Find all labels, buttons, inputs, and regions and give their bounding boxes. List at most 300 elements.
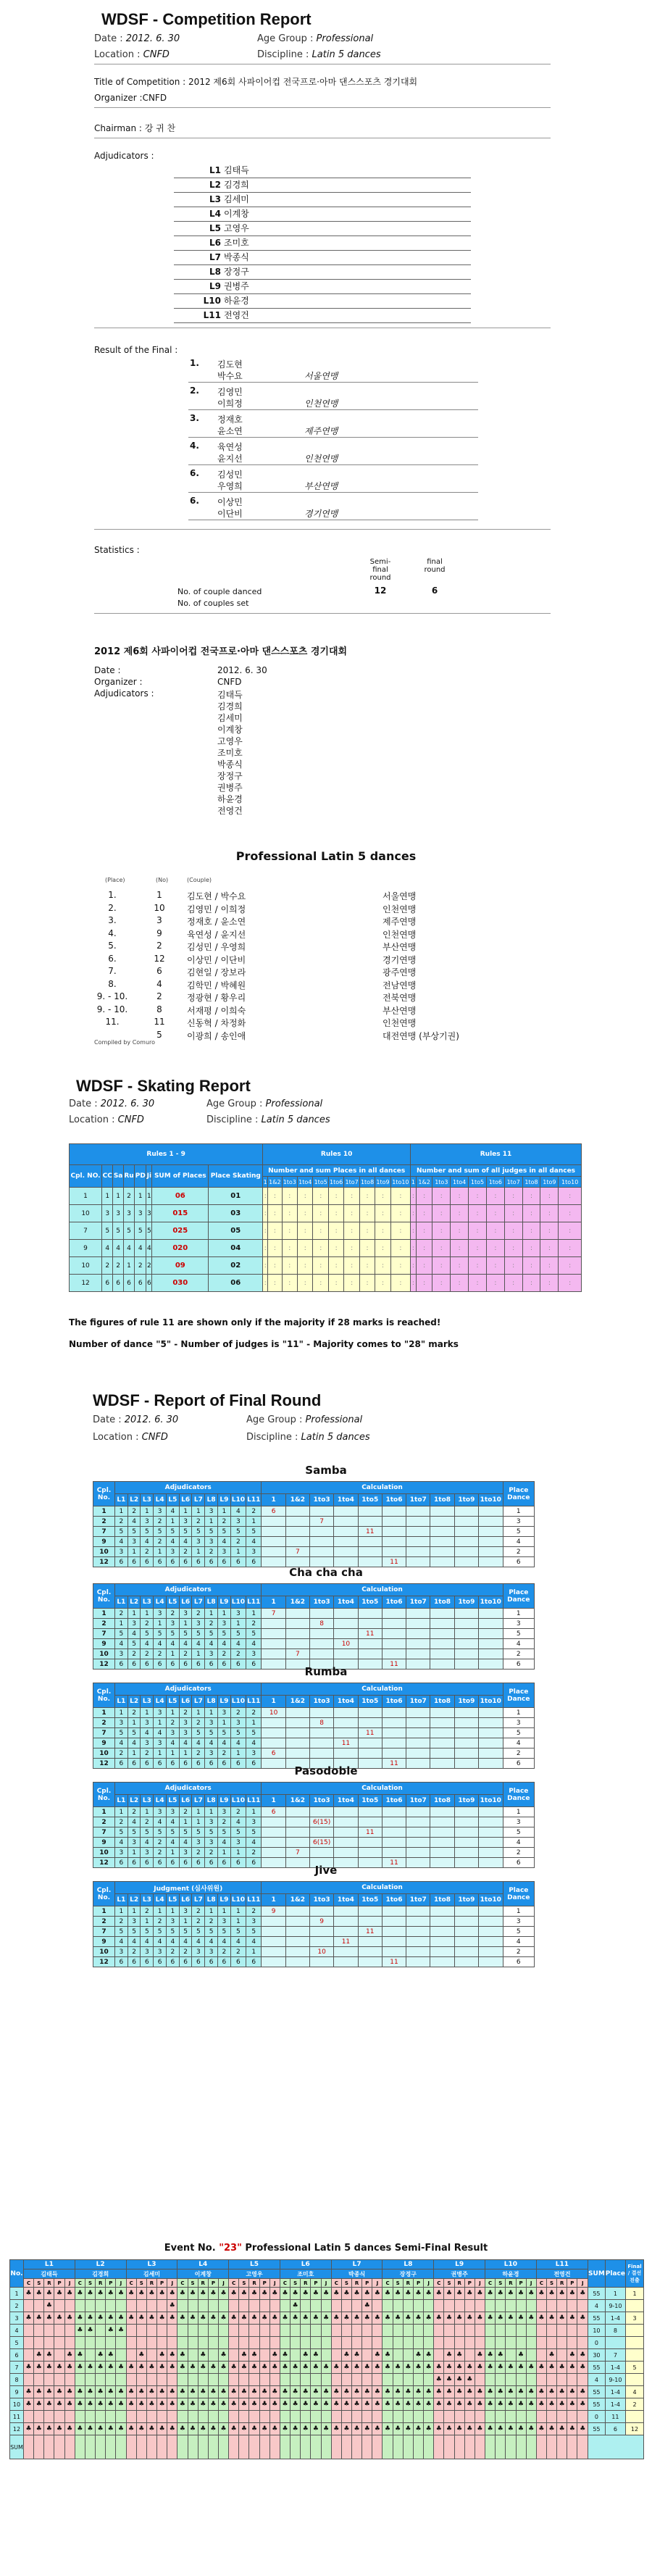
cross-mark-icon: ♣ — [167, 2398, 177, 2411]
calc-value — [358, 1708, 382, 1718]
calc-value: 11 — [358, 1827, 382, 1838]
empty-mark — [464, 2325, 475, 2337]
judge-mark: 3 — [192, 1838, 205, 1848]
calc-value — [310, 1927, 334, 1937]
rule11-cell: : — [559, 1257, 582, 1275]
judge-mark: 6 — [114, 1659, 128, 1670]
place-skating: 06 — [209, 1275, 263, 1292]
calc-value — [285, 1906, 309, 1917]
judge-mark: 2 — [154, 1649, 167, 1659]
semi-final-table — [9, 2259, 644, 2459]
cross-mark-icon: ♣ — [321, 2362, 331, 2374]
judge-mark: 2 — [141, 1649, 154, 1659]
judge-mark: 3 — [154, 1609, 167, 1619]
place-dance: 2 — [503, 1947, 534, 1957]
adjudicator-name: 조미호 — [224, 238, 249, 248]
calc-value — [406, 1537, 430, 1547]
cross-mark-icon: ♣ — [24, 2288, 34, 2300]
empty-mark — [383, 2300, 393, 2312]
calc-value — [430, 1506, 454, 1517]
rule11-cell: : — [451, 1257, 469, 1275]
rule10-cell: : — [375, 1188, 390, 1205]
cross-mark-icon: ♣ — [54, 2386, 64, 2398]
empty-mark — [229, 2349, 239, 2362]
judge-mark: 3 — [205, 1718, 218, 1728]
rule11-cell: : — [559, 1222, 582, 1240]
summary-couple: 정재호 / 윤소연 — [187, 917, 246, 927]
semi-place: 1 — [605, 2288, 625, 2300]
calc-value — [430, 1947, 454, 1957]
summary-adjudicator: 전영건 — [217, 806, 243, 816]
cross-mark-icon: ♣ — [157, 2312, 167, 2325]
semi-dance-letter: S — [34, 2279, 44, 2288]
dance-title: Samba — [305, 1464, 347, 1477]
empty-mark — [526, 2337, 536, 2349]
judge-mark: 3 — [205, 1947, 218, 1957]
dance-header-row — [93, 1584, 535, 1596]
calc-value — [285, 1838, 309, 1848]
empty-mark — [269, 2325, 280, 2337]
cross-mark-icon: ♣ — [413, 2386, 423, 2398]
stats-final-danced: 6 — [431, 585, 438, 596]
judge-mark: 6 — [128, 1858, 141, 1868]
calc-col-header: 1to4 — [334, 1894, 358, 1906]
dance-title: Cha cha cha — [289, 1566, 363, 1579]
summary-adjudicator: 고영우 — [217, 736, 243, 746]
judge-header: L6 — [179, 1696, 192, 1708]
calc-value — [406, 1629, 430, 1639]
empty-mark — [403, 2300, 413, 2312]
empty-mark — [393, 2300, 403, 2312]
summary-date: 2012. 6. 30 — [217, 665, 267, 675]
judge-mark: 2 — [141, 1906, 154, 1917]
fr-date-label: Date : — [93, 1414, 122, 1425]
judge-mark: 2 — [154, 1917, 167, 1927]
cross-mark-icon: ♣ — [393, 2423, 403, 2435]
empty-mark — [136, 2300, 146, 2312]
summary-club: 인천연맹 — [383, 1018, 417, 1028]
cross-mark-icon: ♣ — [146, 2423, 156, 2435]
fr-date: 2012. 6. 30 — [124, 1414, 179, 1425]
empty-mark — [567, 2325, 577, 2337]
calc-value — [430, 1527, 454, 1537]
calc-value — [310, 1807, 334, 1817]
judge-header: L3 — [141, 1894, 154, 1906]
calc-value — [478, 1506, 503, 1517]
result-club: 인천연맹 — [304, 399, 338, 409]
judge-mark: 2 — [154, 1517, 167, 1527]
semi-couple-no: 5 — [10, 2337, 24, 2349]
rule10-cell: : — [359, 1188, 375, 1205]
judge-mark: 2 — [179, 1649, 192, 1659]
adjudicator-name: 김세미 — [224, 194, 249, 204]
couple-no: 1 — [93, 1807, 115, 1817]
rule11-cell: : — [486, 1257, 504, 1275]
calc-value — [478, 1927, 503, 1937]
rule10-cell: : — [268, 1257, 282, 1275]
cross-mark-icon: ♣ — [188, 2386, 198, 2398]
cross-mark-icon: ♣ — [526, 2423, 536, 2435]
semi-sum-cell — [259, 2435, 269, 2459]
calc-col-header: 1to10 — [390, 1177, 410, 1188]
result-male: 김도현 — [217, 359, 243, 370]
semi-dance-letter: S — [496, 2279, 506, 2288]
empty-mark — [188, 2349, 198, 2362]
empty-mark — [424, 2325, 434, 2337]
cross-mark-icon: ♣ — [372, 2312, 383, 2325]
semi-sum: 4 — [588, 2374, 606, 2386]
calc-value — [430, 1547, 454, 1557]
calc-value — [334, 1906, 358, 1917]
calc-value — [285, 1629, 309, 1639]
cross-mark-icon: ♣ — [444, 2288, 454, 2300]
rule10-cell: : — [298, 1240, 313, 1257]
cross-mark-icon: ♣ — [229, 2398, 239, 2411]
calc-value — [358, 1748, 382, 1759]
cross-mark-icon: ♣ — [496, 2398, 506, 2411]
summary-couple: 서재평 / 이희숙 — [187, 1005, 246, 1016]
cross-mark-icon: ♣ — [75, 2312, 85, 2325]
calc-value: 10 — [262, 1708, 285, 1718]
judge-header: L1 — [114, 1894, 128, 1906]
cross-mark-icon: ♣ — [167, 2386, 177, 2398]
calc-col-header: 1to9 — [375, 1177, 390, 1188]
dance-place: 2 — [123, 1188, 134, 1205]
calc-value — [334, 1807, 358, 1817]
calc-value — [382, 1807, 406, 1817]
judge-mark: 4 — [192, 1937, 205, 1947]
judge-header: L10 — [230, 1596, 246, 1609]
rule10-cell: : — [344, 1275, 359, 1292]
calc-col-header: 1to6 — [486, 1177, 504, 1188]
cross-mark-icon: ♣ — [577, 2398, 588, 2411]
cross-mark-icon: ♣ — [536, 2288, 546, 2300]
empty-mark — [516, 2337, 526, 2349]
cross-mark-icon: ♣ — [506, 2288, 516, 2300]
cross-mark-icon: ♣ — [218, 2362, 228, 2374]
calc-value — [285, 1957, 309, 1967]
empty-mark — [85, 2411, 95, 2423]
judge-mark: 1 — [114, 1506, 128, 1517]
cross-mark-icon: ♣ — [413, 2349, 423, 2362]
cross-mark-icon: ♣ — [331, 2312, 341, 2325]
sk-discipline-label: Discipline : — [206, 1114, 259, 1125]
rule10-cell: : — [282, 1257, 297, 1275]
judge-mark: 4 — [230, 1817, 246, 1827]
judge-mark: 4 — [166, 1506, 179, 1517]
cross-mark-icon: ♣ — [177, 2349, 188, 2362]
judge-mark: 1 — [192, 1807, 205, 1817]
cross-mark-icon: ♣ — [126, 2423, 136, 2435]
empty-mark — [218, 2325, 228, 2337]
cross-mark-icon: ♣ — [557, 2386, 567, 2398]
summary-couple: 김학민 / 박혜원 — [187, 980, 246, 991]
dance-row — [93, 1537, 535, 1547]
calc-value — [334, 1817, 358, 1827]
sk-age-label: Age Group : — [206, 1099, 263, 1109]
judge-mark: 2 — [205, 1619, 218, 1629]
rule10-cell: : — [344, 1188, 359, 1205]
calc-value — [478, 1937, 503, 1947]
semi-sum: 0 — [588, 2337, 606, 2349]
dance-subheader-row — [93, 1795, 535, 1807]
judge-header: L6 — [179, 1596, 192, 1609]
adjudicator-row — [174, 280, 471, 294]
empty-mark — [96, 2374, 106, 2386]
couple-no: 7 — [70, 1222, 102, 1240]
judge-mark: 6 — [246, 1659, 262, 1670]
judge-mark: 4 — [166, 1639, 179, 1649]
empty-mark — [157, 2325, 167, 2337]
judge-mark: 6 — [128, 1659, 141, 1670]
place-dance-header: Place Dance — [503, 1683, 534, 1708]
judge-mark: 4 — [166, 1738, 179, 1748]
empty-mark — [116, 2300, 126, 2312]
cross-mark-icon: ♣ — [464, 2288, 475, 2300]
skating-col-header: PD — [135, 1165, 146, 1188]
calc-value — [478, 1957, 503, 1967]
semi-dance-letter: R — [249, 2279, 259, 2288]
calc-value — [382, 1728, 406, 1738]
calc-value — [334, 1728, 358, 1738]
adjudicator-code: L4 — [209, 209, 221, 219]
cross-mark-icon: ♣ — [64, 2423, 75, 2435]
rule10-cell: : — [328, 1222, 343, 1240]
calculation-header: Calculation — [262, 1882, 503, 1894]
semi-final-no — [626, 2337, 644, 2349]
semi-sum-cell — [188, 2435, 198, 2459]
empty-mark — [126, 2337, 136, 2349]
cross-mark-icon: ♣ — [331, 2423, 341, 2435]
calculation-header: Calculation — [262, 1584, 503, 1596]
judge-mark: 3 — [205, 1506, 218, 1517]
result-divider — [188, 492, 478, 493]
dance-place: 2 — [135, 1257, 146, 1275]
calc-value — [430, 1537, 454, 1547]
adjudicator-code: L3 — [209, 194, 221, 204]
judge-mark: 1 — [179, 1748, 192, 1759]
cross-mark-icon: ♣ — [485, 2349, 496, 2362]
calc-col-header: 1to7 — [406, 1894, 430, 1906]
calc-value — [285, 1639, 309, 1649]
dance-place: 4 — [102, 1240, 113, 1257]
cross-mark-icon: ♣ — [485, 2312, 496, 2325]
calc-value: 11 — [358, 1629, 382, 1639]
semi-sum-cell — [372, 2435, 383, 2459]
empty-mark — [167, 2411, 177, 2423]
adjudicator-row — [174, 178, 471, 193]
empty-mark — [362, 2337, 372, 2349]
calc-col-header: 1&2 — [285, 1696, 309, 1708]
calc-value: 10 — [310, 1947, 334, 1957]
calc-value — [334, 1957, 358, 1967]
semi-sum-cell — [567, 2435, 577, 2459]
empty-mark — [403, 2349, 413, 2362]
cross-mark-icon: ♣ — [64, 2349, 75, 2362]
cross-mark-icon: ♣ — [311, 2288, 321, 2300]
calc-value — [406, 1838, 430, 1848]
empty-mark — [331, 2411, 341, 2423]
sk-date: 2012. 6. 30 — [100, 1099, 155, 1109]
judge-mark: 1 — [205, 1807, 218, 1817]
calc-value — [334, 1708, 358, 1718]
calc-col-header: 1to9 — [454, 1596, 478, 1609]
cross-mark-icon: ♣ — [136, 2288, 146, 2300]
summary-place: 7. — [108, 966, 117, 976]
empty-mark — [352, 2337, 362, 2349]
cross-mark-icon: ♣ — [85, 2312, 95, 2325]
semi-place — [605, 2337, 625, 2349]
cross-mark-icon: ♣ — [239, 2423, 249, 2435]
skating-grid — [69, 1143, 582, 1292]
calc-value — [358, 1848, 382, 1858]
judge-mark: 3 — [205, 1838, 218, 1848]
empty-mark — [413, 2337, 423, 2349]
calc-col-header: 1to10 — [478, 1494, 503, 1506]
empty-mark — [64, 2300, 75, 2312]
calc-col-header: 1to5 — [358, 1596, 382, 1609]
judge-mark: 5 — [114, 1527, 128, 1537]
judge-mark: 1 — [230, 1848, 246, 1858]
empty-mark — [424, 2374, 434, 2386]
summary-couple: 김성민 / 우영희 — [187, 942, 246, 952]
calc-value — [478, 1738, 503, 1748]
judge-mark: 4 — [141, 1937, 154, 1947]
judge-mark: 5 — [154, 1827, 167, 1838]
calc-value: 7 — [285, 1848, 309, 1858]
calc-value — [478, 1817, 503, 1827]
empty-mark — [157, 2300, 167, 2312]
cross-mark-icon: ♣ — [383, 2312, 393, 2325]
calc-col-header: 1to3 — [310, 1696, 334, 1708]
cross-mark-icon: ♣ — [106, 2398, 116, 2411]
cross-mark-icon: ♣ — [413, 2312, 423, 2325]
cross-mark-icon: ♣ — [75, 2386, 85, 2398]
skating-col-header: Sa — [113, 1165, 124, 1188]
calc-value — [478, 1718, 503, 1728]
calc-value — [262, 1547, 285, 1557]
rule10-cell: : — [390, 1188, 410, 1205]
cross-mark-icon: ♣ — [546, 2362, 556, 2374]
empty-mark — [516, 2411, 526, 2423]
semi-judge-name: 김경희 — [75, 2269, 126, 2279]
calc-value — [358, 1547, 382, 1557]
semi-sum-cell — [352, 2435, 362, 2459]
summary-date-label: Date : — [94, 665, 121, 675]
judge-mark: 2 — [217, 1947, 230, 1957]
cross-mark-icon: ♣ — [126, 2288, 136, 2300]
place-skating: 04 — [209, 1240, 263, 1257]
semi-place: 9-10 — [605, 2300, 625, 2312]
cross-mark-icon: ♣ — [96, 2288, 106, 2300]
semi-row — [10, 2288, 644, 2300]
place-skating: 02 — [209, 1257, 263, 1275]
summary-adjudicator: 하윤경 — [217, 794, 243, 804]
rule11-cell: : — [522, 1240, 540, 1257]
couple-no: 10 — [93, 1947, 115, 1957]
cross-mark-icon: ♣ — [362, 2288, 372, 2300]
couple-no: 1 — [93, 1506, 115, 1517]
semi-title-pre: Event No. — [164, 2243, 220, 2254]
couple-no: 10 — [93, 1748, 115, 1759]
semi-sum-cell — [341, 2435, 351, 2459]
cross-mark-icon: ♣ — [424, 2349, 434, 2362]
calc-col-header: 1&2 — [285, 1494, 309, 1506]
summary-title: 2012 제6회 사파이어컵 전국프로·아마 댄스스포츠 경기대회 — [94, 646, 348, 657]
empty-mark — [434, 2337, 444, 2349]
judge-mark: 2 — [192, 1609, 205, 1619]
cross-mark-icon: ♣ — [280, 2398, 290, 2411]
judge-mark: 5 — [141, 1927, 154, 1937]
dance-table — [93, 1881, 535, 1967]
judge-mark: 6 — [114, 1858, 128, 1868]
empty-mark — [393, 2411, 403, 2423]
semi-judge-name: 고영우 — [229, 2269, 280, 2279]
judge-mark: 6 — [205, 1759, 218, 1769]
cross-mark-icon: ♣ — [24, 2312, 34, 2325]
judge-mark: 2 — [179, 1708, 192, 1718]
judge-mark: 3 — [205, 1748, 218, 1759]
rule11-cell: : — [540, 1222, 559, 1240]
dance-row — [93, 1649, 535, 1659]
empty-mark — [331, 2349, 341, 2362]
cross-mark-icon: ♣ — [331, 2386, 341, 2398]
judge-mark: 5 — [114, 1728, 128, 1738]
semi-dance-letter: C — [383, 2279, 393, 2288]
summary-heading: Professional Latin 5 dances — [235, 849, 417, 863]
dance-row — [93, 1827, 535, 1838]
cross-mark-icon: ♣ — [464, 2386, 475, 2398]
rules-1-9-header: Rules 1 - 9 — [70, 1144, 263, 1165]
calc-value — [382, 1639, 406, 1649]
cross-mark-icon: ♣ — [516, 2423, 526, 2435]
calc-value — [406, 1506, 430, 1517]
semi-dance-letter: J — [116, 2279, 126, 2288]
judge-mark: 6 — [179, 1759, 192, 1769]
judge-mark: 5 — [205, 1728, 218, 1738]
couple-no: 9 — [93, 1537, 115, 1547]
judge-header: L11 — [246, 1696, 262, 1708]
semi-sum-cell — [403, 2435, 413, 2459]
calc-value: 11 — [358, 1527, 382, 1537]
calc-value: 11 — [334, 1738, 358, 1748]
semi-dance-letter: R — [403, 2279, 413, 2288]
cross-mark-icon: ♣ — [424, 2398, 434, 2411]
rule11-cell: : — [559, 1240, 582, 1257]
semi-sum-cell — [291, 2435, 301, 2459]
adjudicator-code: L2 — [209, 180, 221, 190]
empty-mark — [526, 2349, 536, 2362]
calc-value — [285, 1817, 309, 1827]
calc-value — [406, 1718, 430, 1728]
calc-value — [430, 1517, 454, 1527]
empty-mark — [536, 2325, 546, 2337]
semi-row — [10, 2349, 644, 2362]
calc-value — [310, 1738, 334, 1748]
empty-mark — [239, 2337, 249, 2349]
dance-row — [93, 1738, 535, 1748]
result-female: 윤소연 — [217, 426, 243, 436]
empty-mark — [54, 2300, 64, 2312]
calc-value — [262, 1649, 285, 1659]
sum-of-places: 06 — [152, 1188, 209, 1205]
judge-mark: 6 — [246, 1557, 262, 1567]
judge-mark: 2 — [179, 1547, 192, 1557]
semi-dance-letter: S — [393, 2279, 403, 2288]
judge-mark: 4 — [205, 1937, 218, 1947]
cross-mark-icon: ♣ — [280, 2386, 290, 2398]
empty-mark — [301, 2337, 311, 2349]
